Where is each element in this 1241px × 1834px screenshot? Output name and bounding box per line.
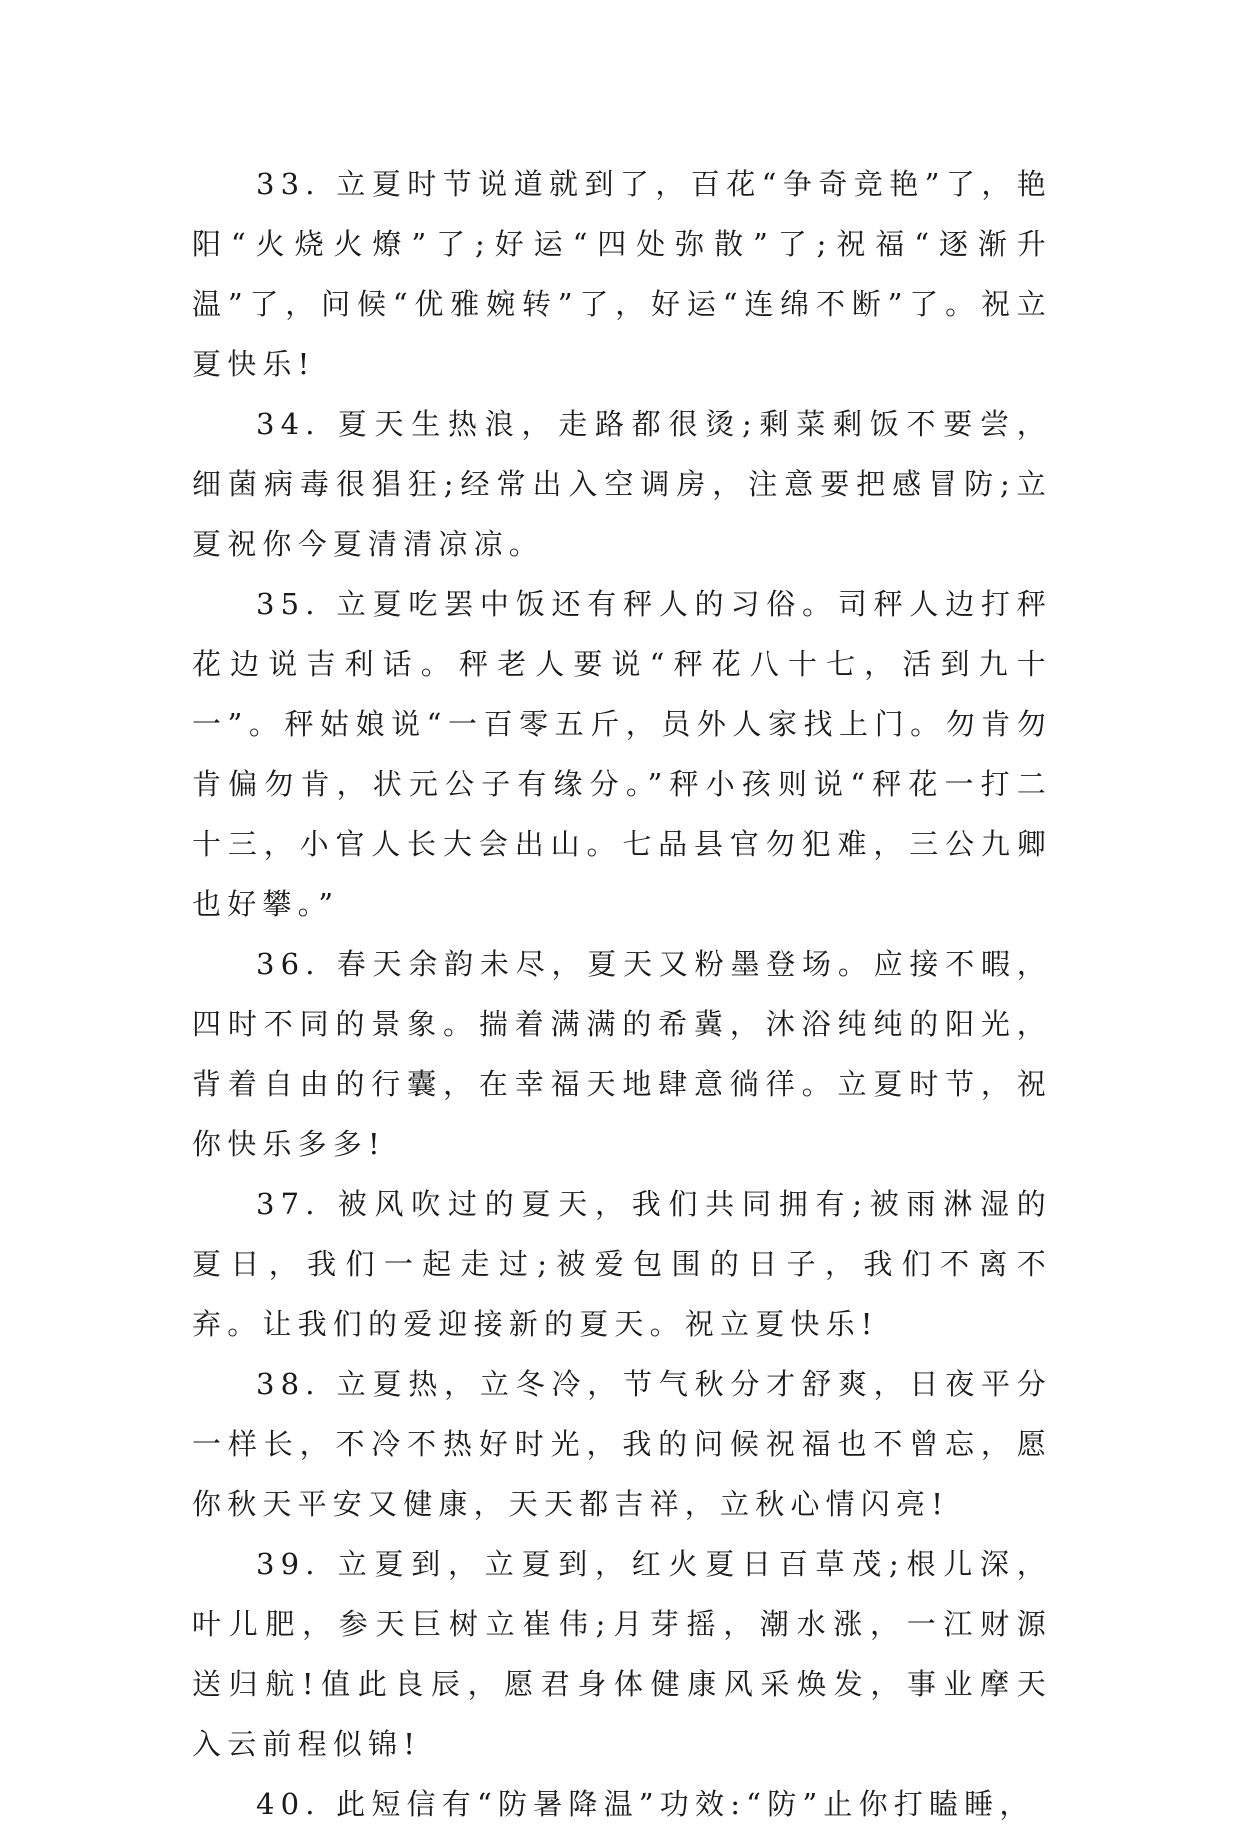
paragraph-number: 35. [256, 587, 321, 621]
paragraph-35 [192, 574, 1052, 934]
paragraph-text: 夏天生热浪，走路都很烫;剩菜剩饭不要尝，细菌病毒很猖狂;经常出入空调房，注意要把感冒防;立夏祝你今夏清清凉凉。 [192, 407, 1052, 561]
paragraph-number: 36. [256, 947, 321, 981]
paragraph-number: 38. [256, 1367, 321, 1401]
paragraph-text: 立夏到，立夏到，红火夏日百草茂;根儿深，叶儿肥，参天巨树立崔伟;月芽摇，潮水涨，一江财源送归航!值此良辰，愿君身体健康风采焕发，事业摩天入云前程似锦! [192, 1547, 1052, 1761]
document-body [192, 154, 1052, 1834]
paragraph-37 [192, 1174, 1052, 1354]
paragraph-number: 37. [256, 1187, 321, 1221]
paragraph-36 [192, 934, 1052, 1174]
paragraph-text: 立夏热，立冬冷，节气秋分才舒爽，日夜平分一样长，不冷不热好时光，我的问候祝福也不曾忘，愿你秋天平安又健康，天天都吉祥，立秋心情闪亮! [192, 1367, 1052, 1521]
paragraph-38 [192, 1354, 1052, 1534]
paragraph-number: 34. [256, 407, 321, 441]
paragraph-34 [192, 394, 1052, 574]
paragraph-text: 立夏吃罢中饭还有秤人的习俗。司秤人边打秤花边说吉利话。秤老人要说“秤花八十七，活到九十一”。秤姑娘说“一百零五斤，员外人家找上门。勿肯勿肯偏勿肯，状元公子有缘分。”秤小孩则说“秤花一打二十三，小官人长大会出山。七品县官勿犯难，三公九卿也好攀。” [192, 587, 1052, 921]
paragraph-number: 33. [256, 167, 321, 201]
paragraph-text: 此短信有“防暑降温”功效:“防”止你打瞌睡， [336, 1787, 1035, 1821]
paragraph-number: 39. [256, 1547, 321, 1581]
paragraph-number: 40. [256, 1787, 321, 1821]
paragraph-text: 被风吹过的夏天，我们共同拥有;被雨淋湿的夏日，我们一起走过;被爱包围的日子，我们不离不弃。让我们的爱迎接新的夏天。祝立夏快乐! [192, 1187, 1052, 1341]
paragraph-39 [192, 1534, 1052, 1774]
paragraph-text: 立夏时节说道就到了，百花“争奇竞艳”了，艳阳“火烧火燎”了;好运“四处弥散”了;祝福“逐渐升温”了，问候“优雅婉转”了，好运“连绵不断”了。祝立夏快乐! [192, 167, 1052, 381]
paragraph-40 [192, 1774, 1052, 1834]
paragraph-33 [192, 154, 1052, 394]
paragraph-text: 春天余韵未尽，夏天又粉墨登场。应接不暇，四时不同的景象。揣着满满的希冀，沐浴纯纯的阳光，背着自由的行囊，在幸福天地肆意徜徉。立夏时节，祝你快乐多多! [192, 947, 1052, 1161]
